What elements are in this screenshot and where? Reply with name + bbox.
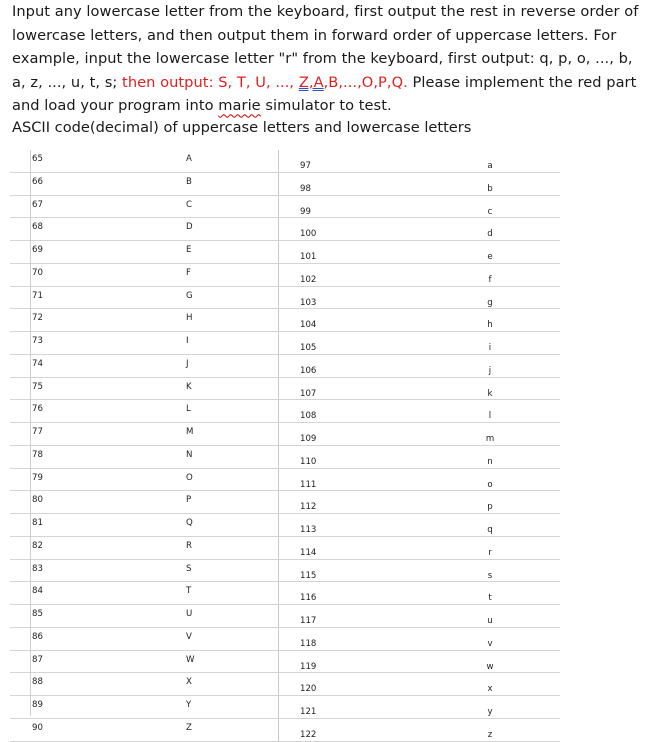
uppercase-letter-cell-value: S [186, 563, 192, 574]
uppercase-letter-cell [148, 218, 279, 241]
lower-code-cell-value: 121 [300, 707, 317, 717]
lower-code-cell-value: 106 [300, 365, 317, 376]
lowercase-letter-cell [416, 514, 560, 537]
lowercase-letter-cell-value: w [486, 661, 494, 672]
lowercase-letter-cell [416, 445, 560, 468]
lowercase-letter-cell [416, 423, 560, 446]
lowercase-letter-cell [416, 377, 560, 400]
lower-code-cell [279, 627, 417, 650]
uppercase-letter-cell-value: F [186, 267, 191, 278]
upper-code-cell-value: 79 [32, 472, 43, 483]
uppercase-letter-cell [148, 195, 279, 218]
upper-code-cell-value: 83 [32, 563, 43, 574]
table-row [10, 423, 560, 446]
upper-code-cell [10, 218, 148, 241]
uppercase-letter-cell-value: U [186, 609, 193, 619]
upper-code-cell-value: 73 [32, 336, 43, 346]
uppercase-letter-cell [148, 400, 279, 423]
lowercase-letter-cell-value: p [487, 502, 493, 513]
upper-code-cell [10, 332, 148, 355]
upper-code-cell-value: 75 [32, 381, 43, 392]
lower-code-cell [279, 468, 417, 491]
lower-code-cell [279, 172, 417, 195]
uppercase-letter-cell [148, 718, 279, 741]
uppercase-letter-cell-value: I [186, 336, 189, 346]
lowercase-letter-cell [416, 491, 560, 514]
upper-code-cell [10, 582, 148, 605]
lower-code-cell [279, 696, 417, 719]
red-requirement-text: then output: S, T, U, ..., [122, 73, 299, 91]
table-row [10, 605, 560, 628]
table-row [10, 241, 560, 264]
lower-code-cell-value: 107 [300, 388, 317, 399]
lower-code-cell-value: 112 [300, 502, 317, 513]
uppercase-letter-cell [148, 377, 279, 400]
upper-code-cell [10, 605, 148, 628]
question-text: Please implement the red part [407, 73, 637, 91]
lowercase-letter-cell-value: u [487, 616, 493, 626]
lower-code-cell [279, 718, 417, 741]
lowercase-letter-cell-value: v [487, 638, 493, 649]
upper-code-cell-value: 65 [32, 154, 43, 164]
upper-code-cell [10, 423, 148, 446]
lower-code-cell [279, 150, 417, 172]
upper-code-cell [10, 491, 148, 514]
lowercase-letter-cell [416, 673, 560, 696]
question-text: and load your program into [12, 97, 219, 115]
ascii-table [10, 150, 560, 740]
question-line: Input any lowercase letter from the keyboard, first output the rest in reverse order of [12, 3, 639, 20]
question-line [12, 71, 644, 95]
uppercase-letter-cell-value: H [186, 313, 193, 324]
upper-code-cell-value: 87 [32, 654, 43, 665]
upper-code-cell [10, 309, 148, 332]
uppercase-letter-cell-value: D [186, 222, 193, 233]
lower-code-cell [279, 218, 417, 241]
upper-code-cell-value: 90 [32, 722, 43, 733]
ascii-table-body [10, 150, 560, 741]
lower-code-cell [279, 263, 417, 286]
upper-code-cell-value: 68 [32, 222, 43, 233]
lowercase-letter-cell-value: r [488, 547, 492, 558]
table-row [10, 536, 560, 559]
table-row [10, 400, 560, 423]
lower-code-cell-value: 114 [300, 547, 317, 558]
lowercase-letter-cell-value: k [487, 388, 493, 399]
lower-code-cell [279, 582, 417, 605]
lower-code-cell [279, 650, 417, 673]
upper-code-cell-value: 88 [32, 677, 43, 688]
table-row [10, 491, 560, 514]
upper-code-cell [10, 559, 148, 582]
upper-code-cell [10, 241, 148, 264]
lower-code-cell [279, 536, 417, 559]
lower-code-cell [279, 286, 417, 309]
lowercase-letter-cell [416, 286, 560, 309]
table-row [10, 650, 560, 673]
lowercase-letter-cell-value: a [487, 161, 493, 171]
upper-code-cell [10, 195, 148, 218]
lower-code-cell-value: 115 [300, 570, 317, 581]
lowercase-letter-cell [416, 332, 560, 355]
table-row [10, 696, 560, 719]
table-row [10, 582, 560, 605]
upper-code-cell-value: 78 [32, 449, 43, 460]
lowercase-letter-cell-value: o [487, 479, 493, 490]
question-text: simulator to test. [260, 97, 392, 115]
lowercase-letter-cell [416, 263, 560, 286]
uppercase-letter-cell [148, 536, 279, 559]
table-row [10, 354, 560, 377]
upper-code-cell [10, 150, 148, 172]
lowercase-letter-cell-value: b [487, 183, 493, 194]
table-row [10, 514, 560, 537]
lowercase-letter-cell [416, 218, 560, 241]
lowercase-letter-cell [416, 536, 560, 559]
uppercase-letter-cell [148, 673, 279, 696]
lowercase-letter-cell-value: j [488, 365, 492, 376]
uppercase-letter-cell-value: L [186, 404, 191, 415]
lower-code-cell-value: 122 [300, 729, 317, 740]
upper-code-cell-value: 74 [32, 358, 43, 369]
table-row [10, 309, 560, 332]
uppercase-letter-cell [148, 241, 279, 264]
lowercase-letter-cell [416, 605, 560, 628]
uppercase-letter-cell [148, 559, 279, 582]
upper-code-cell [10, 445, 148, 468]
lowercase-letter-cell-value: s [487, 570, 493, 581]
lower-code-cell-value: 109 [300, 434, 317, 444]
lowercase-letter-cell-value: f [488, 274, 492, 285]
upper-code-cell [10, 696, 148, 719]
lower-code-cell-value: 100 [300, 229, 317, 240]
table-heading: ASCII code(decimal) of uppercase letters and lowercase letters [12, 119, 472, 136]
uppercase-letter-cell-value: X [186, 677, 192, 688]
upper-code-cell [10, 514, 148, 537]
uppercase-letter-cell [148, 286, 279, 309]
lowercase-letter-cell-value: i [488, 343, 492, 353]
upper-code-cell [10, 718, 148, 741]
upper-code-cell-value: 86 [32, 631, 43, 642]
table-row [10, 286, 560, 309]
upper-code-cell-value: 71 [32, 290, 43, 301]
question-paragraph [12, 0, 644, 118]
uppercase-letter-cell-value: B [186, 176, 192, 187]
lower-code-cell [279, 354, 417, 377]
lower-code-cell-value: 119 [300, 661, 317, 672]
lower-code-cell [279, 400, 417, 423]
table-row [10, 263, 560, 286]
lowercase-letter-cell [416, 468, 560, 491]
upper-code-cell [10, 400, 148, 423]
uppercase-letter-cell [148, 468, 279, 491]
upper-code-cell-value: 84 [32, 586, 43, 597]
uppercase-letter-cell-value: R [186, 540, 192, 551]
red-requirement-text: Z,A [298, 73, 324, 91]
lowercase-letter-cell-value: z [487, 729, 493, 740]
spellcheck-word: marie [218, 97, 261, 115]
lower-code-cell-value: 98 [300, 183, 311, 194]
lowercase-letter-cell [416, 718, 560, 741]
uppercase-letter-cell [148, 423, 279, 446]
lower-code-cell [279, 605, 417, 628]
lower-code-cell [279, 195, 417, 218]
lower-code-cell-value: 117 [300, 616, 317, 626]
upper-code-cell-value: 70 [32, 267, 43, 278]
lowercase-letter-cell [416, 354, 560, 377]
lowercase-letter-cell-value: y [487, 707, 493, 717]
table-row [10, 195, 560, 218]
lowercase-letter-cell [416, 150, 560, 172]
lowercase-letter-cell-value: c [487, 206, 493, 217]
lowercase-letter-cell-value: q [487, 525, 493, 535]
question-line: example, input the lowercase letter "r" from the keyboard, first output: q, p, o, ..., b, [12, 50, 633, 68]
lower-code-cell-value: 116 [300, 593, 317, 604]
upper-code-cell [10, 286, 148, 309]
lowercase-letter-cell [416, 582, 560, 605]
lower-code-cell [279, 673, 417, 696]
upper-code-cell [10, 468, 148, 491]
uppercase-letter-cell [148, 627, 279, 650]
table-row [10, 150, 560, 172]
lower-code-cell [279, 309, 417, 332]
table-row [10, 673, 560, 696]
lowercase-letter-cell-value: t [488, 593, 492, 604]
uppercase-letter-cell-value: E [186, 245, 192, 255]
table-row [10, 332, 560, 355]
lower-code-cell-value: 118 [300, 638, 317, 649]
table-row [10, 627, 560, 650]
lower-code-cell-value: 108 [300, 411, 317, 422]
upper-code-cell-value: 89 [32, 700, 43, 710]
upper-code-cell-value: 76 [32, 404, 43, 415]
uppercase-letter-cell [148, 491, 279, 514]
uppercase-letter-cell-value: C [186, 199, 193, 210]
question-line [12, 94, 644, 118]
lowercase-letter-cell [416, 400, 560, 423]
lowercase-letter-cell [416, 195, 560, 218]
uppercase-letter-cell-value: T [186, 586, 192, 597]
lower-code-cell-value: 120 [300, 684, 317, 695]
lowercase-letter-cell [416, 309, 560, 332]
upper-code-cell [10, 673, 148, 696]
uppercase-letter-cell-value: W [186, 654, 195, 665]
upper-code-cell-value: 66 [32, 176, 43, 187]
uppercase-letter-cell-value: V [186, 631, 192, 642]
lowercase-letter-cell-value: m [485, 434, 495, 444]
table-row [10, 468, 560, 491]
lower-code-cell [279, 491, 417, 514]
lower-code-cell [279, 377, 417, 400]
table-row [10, 445, 560, 468]
lower-code-cell-value: 102 [300, 274, 317, 285]
uppercase-letter-cell [148, 172, 279, 195]
lower-code-cell [279, 241, 417, 264]
upper-code-cell [10, 650, 148, 673]
table-row [10, 559, 560, 582]
uppercase-letter-cell-value: P [186, 495, 192, 506]
lowercase-letter-cell-value: n [487, 456, 493, 467]
lower-code-cell-value: 99 [300, 206, 311, 217]
lowercase-letter-cell [416, 696, 560, 719]
lower-code-cell-value: 104 [300, 320, 317, 331]
uppercase-letter-cell [148, 650, 279, 673]
red-requirement-text: ,B,...,O,P,Q. [323, 73, 408, 91]
uppercase-letter-cell-value: O [186, 472, 193, 483]
uppercase-letter-cell-value: M [186, 427, 194, 437]
lower-code-cell-value: 110 [300, 456, 317, 467]
uppercase-letter-cell-value: N [186, 449, 193, 460]
upper-code-cell [10, 172, 148, 195]
upper-code-cell-value: 81 [32, 518, 43, 528]
uppercase-letter-cell-value: J [186, 358, 189, 369]
upper-code-cell-value: 69 [32, 245, 43, 255]
uppercase-letter-cell [148, 309, 279, 332]
upper-code-cell-value: 77 [32, 427, 43, 437]
uppercase-letter-cell-value: Y [186, 700, 192, 710]
uppercase-letter-cell-value: Q [186, 518, 193, 528]
lowercase-letter-cell [416, 627, 560, 650]
lowercase-letter-cell-value: h [487, 320, 493, 331]
upper-code-cell [10, 263, 148, 286]
lower-code-cell-value: 97 [300, 161, 311, 171]
uppercase-letter-cell [148, 354, 279, 377]
upper-code-cell [10, 536, 148, 559]
upper-code-cell-value: 72 [32, 313, 43, 324]
table-row [10, 718, 560, 741]
lower-code-cell-value: 105 [300, 343, 317, 353]
table-row [10, 377, 560, 400]
uppercase-letter-cell [148, 263, 279, 286]
question-line: lowercase letters, and then output them in forward order of uppercase letters. For [12, 26, 617, 44]
lowercase-letter-cell-value: g [487, 297, 493, 308]
lower-code-cell-value: 101 [300, 252, 317, 262]
lower-code-cell [279, 559, 417, 582]
lowercase-letter-cell-value: e [487, 252, 493, 262]
lower-code-cell [279, 423, 417, 446]
upper-code-cell [10, 627, 148, 650]
uppercase-letter-cell-value: Z [186, 722, 192, 733]
lower-code-cell [279, 332, 417, 355]
lower-code-cell-value: 113 [300, 525, 317, 535]
uppercase-letter-cell [148, 605, 279, 628]
lowercase-letter-cell-value: d [487, 229, 493, 240]
question-text: a, z, ..., u, t, s; [12, 73, 123, 91]
uppercase-letter-cell-value: A [186, 154, 192, 164]
uppercase-letter-cell [148, 445, 279, 468]
uppercase-letter-cell-value: K [186, 381, 192, 392]
upper-code-cell-value: 67 [32, 199, 43, 210]
lowercase-letter-cell [416, 172, 560, 195]
upper-code-cell-value: 80 [32, 495, 43, 506]
lowercase-letter-cell [416, 650, 560, 673]
upper-code-cell [10, 354, 148, 377]
table-row [10, 172, 560, 195]
lower-code-cell [279, 445, 417, 468]
uppercase-letter-cell [148, 582, 279, 605]
lowercase-letter-cell [416, 241, 560, 264]
upper-code-cell [10, 377, 148, 400]
uppercase-letter-cell [148, 332, 279, 355]
upper-code-cell-value: 82 [32, 540, 43, 551]
lower-code-cell-value: 103 [300, 297, 317, 308]
uppercase-letter-cell-value: G [186, 290, 193, 301]
table-row [10, 218, 560, 241]
uppercase-letter-cell [148, 696, 279, 719]
uppercase-letter-cell [148, 514, 279, 537]
lower-code-cell [279, 514, 417, 537]
uppercase-letter-cell [148, 150, 279, 172]
lowercase-letter-cell-value: l [488, 411, 492, 422]
upper-code-cell-value: 85 [32, 609, 43, 619]
lower-code-cell-value: 111 [300, 479, 317, 490]
lowercase-letter-cell-value: x [487, 684, 493, 695]
lowercase-letter-cell [416, 559, 560, 582]
